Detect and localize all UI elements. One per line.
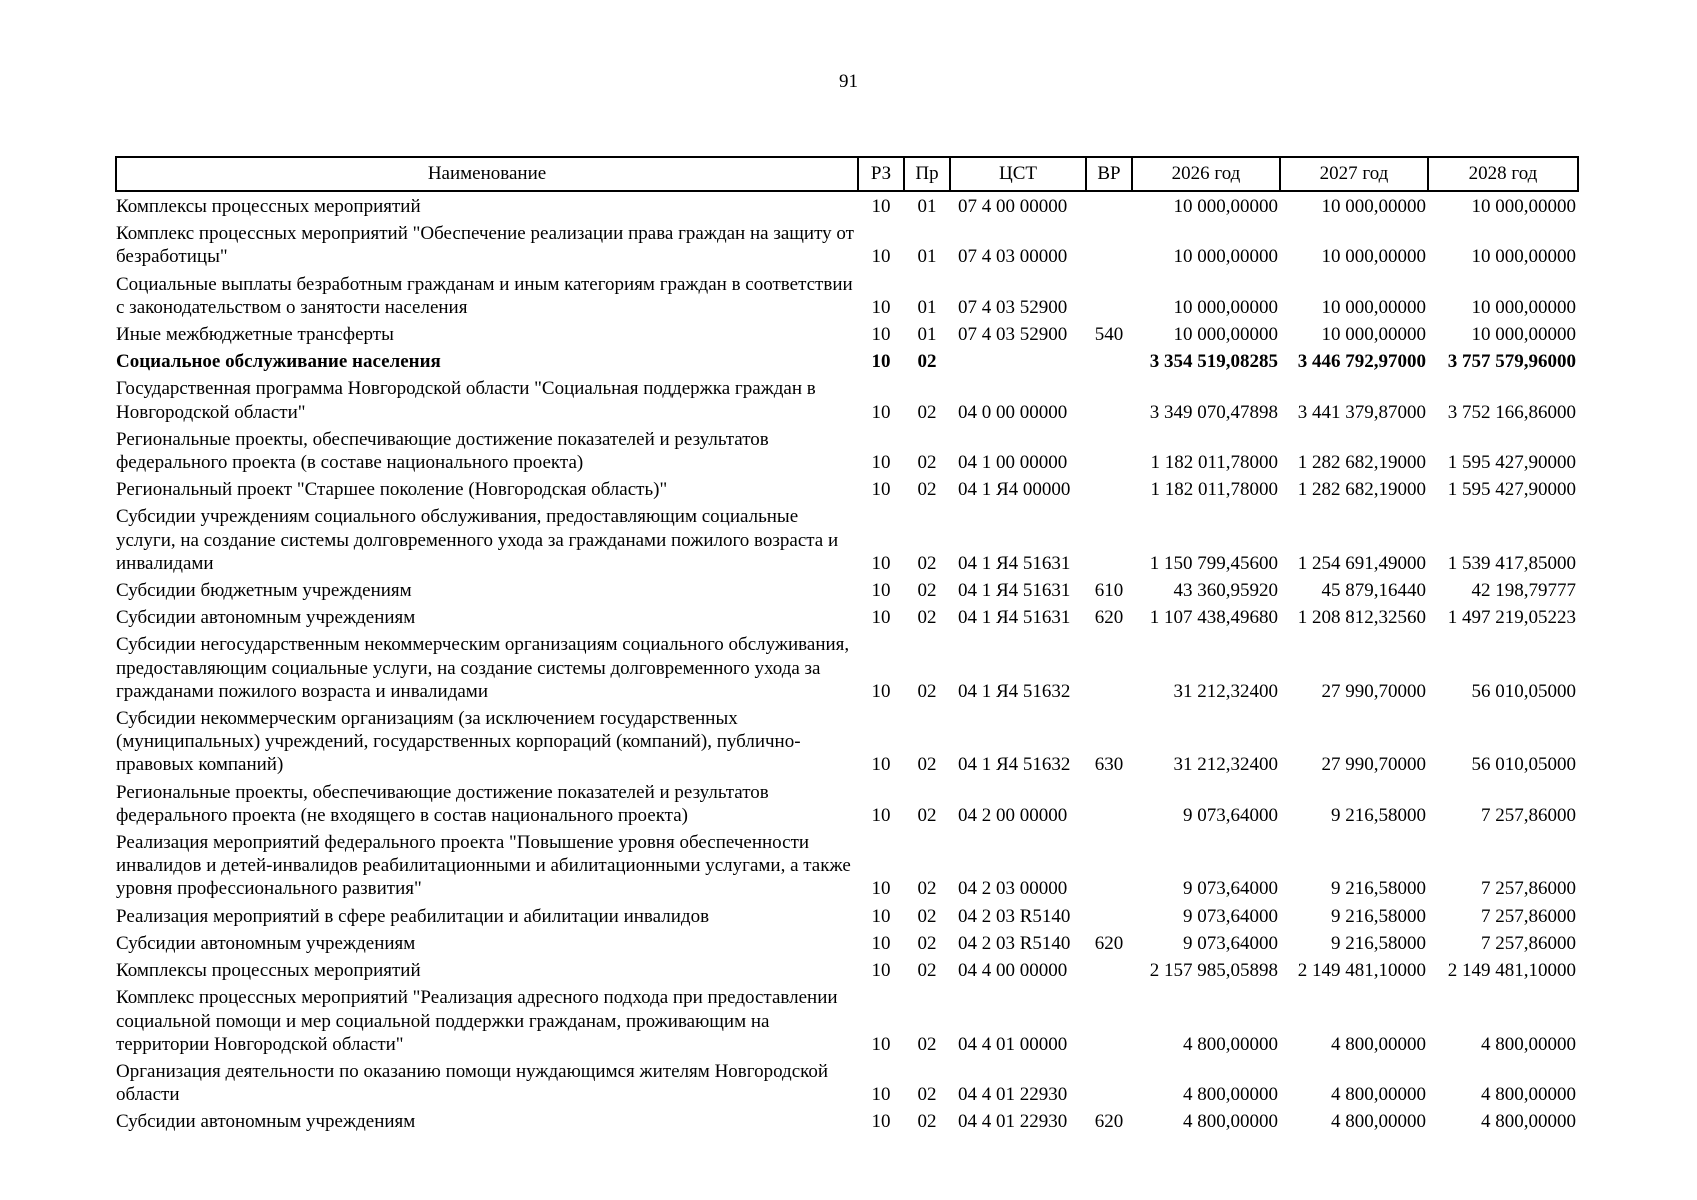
cell-pr: 02 — [917, 878, 937, 900]
cell-vr — [1086, 959, 1132, 986]
table-row — [116, 606, 1578, 633]
table-row — [116, 428, 1578, 478]
header-rz: РЗ — [858, 157, 904, 191]
cell-vr — [1086, 781, 1132, 831]
cell-name: Иные межбюджетные трансферты — [116, 324, 394, 346]
table-row — [116, 222, 1578, 272]
cell-2026: 4 800,00000 — [1183, 1033, 1278, 1055]
cell-2028: 1 539 417,85000 — [1447, 552, 1576, 574]
cell-vr: 540 — [1094, 324, 1124, 346]
cell-pr: 02 — [917, 1111, 937, 1133]
cell-cst: 04 1 Я4 51631 — [958, 552, 1071, 574]
cell-pr: 02 — [917, 754, 937, 776]
cell-2028: 56 010,05000 — [1471, 680, 1576, 702]
table-row — [116, 905, 1578, 932]
cell-pr: 02 — [917, 932, 937, 954]
table-row — [116, 350, 1578, 377]
table-row — [116, 959, 1578, 986]
cell-cst: 04 1 Я4 51632 — [958, 680, 1071, 702]
cell-pr: 01 — [917, 246, 937, 268]
cell-name: Региональный проект "Старшее поколение (Новгородская область)" — [116, 479, 668, 501]
cell-cst: 04 4 00 00000 — [958, 960, 1068, 982]
cell-name: Комплексы процессных мероприятий — [116, 960, 421, 982]
cell-vr: 620 — [1094, 607, 1124, 629]
cell-pr: 02 — [917, 552, 937, 574]
cell-rz: 10 — [871, 351, 891, 373]
cell-2026: 10 000,00000 — [1173, 246, 1278, 268]
cell-2028: 4 800,00000 — [1481, 1084, 1576, 1106]
table-body — [116, 191, 1578, 1138]
cell-rz: 10 — [871, 324, 891, 346]
cell-vr — [1086, 222, 1132, 272]
cell-vr — [1086, 505, 1132, 579]
cell-2028: 7 257,86000 — [1481, 804, 1576, 826]
cell-name: Региональные проекты, обеспечивающие достижение показателей и результатов федерального проекта (не входящего в состав национального проекта) — [116, 781, 769, 826]
table-row — [116, 579, 1578, 606]
cell-vr — [1086, 350, 1132, 377]
cell-2026: 2 157 985,05898 — [1149, 960, 1278, 982]
cell-2027: 9 216,58000 — [1331, 932, 1426, 954]
cell-name: Организация деятельности по оказанию помощи нуждающимся жителям Новгородской области — [116, 1060, 829, 1106]
cell-2028: 3 757 579,96000 — [1447, 351, 1576, 373]
cell-cst — [950, 350, 1086, 377]
cell-vr: 610 — [1094, 580, 1124, 602]
cell-name: Региональные проекты, обеспечивающие достижение показателей и результатов федерального проекта (в составе национального проекта) — [116, 428, 769, 474]
header-pr: Пр — [904, 157, 950, 191]
cell-2026: 4 800,00000 — [1183, 1111, 1278, 1133]
cell-vr: 630 — [1094, 754, 1124, 776]
cell-2028: 42 198,79777 — [1471, 580, 1576, 602]
cell-cst: 04 1 Я4 51631 — [958, 580, 1071, 602]
cell-2027: 4 800,00000 — [1331, 1033, 1426, 1055]
cell-2027: 27 990,70000 — [1321, 754, 1426, 776]
cell-2026: 10 000,00000 — [1173, 296, 1278, 318]
table-row — [116, 323, 1578, 350]
cell-2027: 1 282 682,19000 — [1297, 452, 1426, 474]
cell-2026: 43 360,95920 — [1173, 580, 1278, 602]
cell-cst: 04 2 03 00000 — [958, 878, 1068, 900]
cell-rz: 10 — [871, 580, 891, 602]
cell-2028: 10 000,00000 — [1471, 296, 1576, 318]
cell-vr — [1086, 377, 1132, 427]
cell-name: Субсидии автономным учреждениям — [116, 932, 416, 954]
cell-rz: 10 — [871, 1033, 891, 1055]
cell-name: Субсидии негосударственным некоммерческим организациям социального обслуживания, предоставляющим социальные услуги, на создание системы долговременного ухода за гражданами пожилого возраста и инвалидами — [116, 634, 850, 702]
budget-table — [115, 156, 1579, 1138]
cell-pr: 01 — [917, 196, 937, 217]
cell-cst: 04 4 01 22930 — [958, 1111, 1068, 1133]
cell-2027: 10 000,00000 — [1321, 324, 1426, 346]
cell-2026: 3 349 070,47898 — [1149, 401, 1278, 423]
cell-rz: 10 — [871, 296, 891, 318]
cell-2028: 10 000,00000 — [1471, 196, 1576, 217]
cell-cst: 04 1 Я4 51631 — [958, 607, 1071, 629]
header-2027: 2027 год — [1280, 157, 1428, 191]
cell-2027: 9 216,58000 — [1331, 878, 1426, 900]
cell-name: Реализация мероприятий федерального проекта "Повышение уровня обеспеченности инвалидов и детей-инвалидов реабилитационными и абилитационными услугами, а также уровня профессионального развития" — [116, 832, 851, 900]
cell-2028: 4 800,00000 — [1481, 1111, 1576, 1133]
cell-cst: 04 1 Я4 00000 — [958, 479, 1071, 501]
header-name: Наименование — [116, 157, 858, 191]
cell-vr — [1086, 191, 1132, 222]
cell-vr — [1086, 633, 1132, 707]
cell-cst: 04 0 00 00000 — [958, 401, 1068, 423]
cell-rz: 10 — [871, 804, 891, 826]
table-row — [116, 932, 1578, 959]
cell-2026: 1 107 438,49680 — [1149, 607, 1278, 629]
cell-rz: 10 — [871, 905, 891, 927]
cell-rz: 10 — [871, 932, 891, 954]
cell-name: Субсидии учреждениям социального обслуживания, предоставляющим социальные услуги, на создание системы долговременного ухода за гражданами пожилого возраста и инвалидами — [116, 506, 839, 574]
cell-2026: 10 000,00000 — [1173, 324, 1278, 346]
cell-vr: 620 — [1094, 1111, 1124, 1133]
cell-cst: 07 4 03 00000 — [958, 246, 1068, 268]
table-row — [116, 986, 1578, 1060]
cell-2027: 3 446 792,97000 — [1297, 351, 1426, 373]
cell-pr: 02 — [917, 351, 937, 373]
cell-2026: 9 073,64000 — [1183, 905, 1278, 927]
cell-vr — [1086, 428, 1132, 478]
cell-rz: 10 — [871, 754, 891, 776]
cell-2027: 1 282 682,19000 — [1297, 479, 1426, 501]
cell-2028: 7 257,86000 — [1481, 905, 1576, 927]
cell-2026: 10 000,00000 — [1173, 196, 1278, 217]
cell-name: Государственная программа Новгородской области "Социальная поддержка граждан в Новгородской области" — [116, 378, 816, 423]
cell-rz: 10 — [871, 878, 891, 900]
header-vr: ВР — [1086, 157, 1132, 191]
cell-rz: 10 — [871, 479, 891, 501]
header-row — [116, 157, 1578, 191]
cell-name: Комплекс процессных мероприятий "Обеспечение реализации права граждан на защиту от безработицы" — [116, 223, 854, 268]
cell-cst: 07 4 00 00000 — [958, 196, 1068, 217]
cell-2028: 2 149 481,10000 — [1447, 960, 1576, 982]
cell-pr: 02 — [917, 804, 937, 826]
cell-2028: 10 000,00000 — [1471, 246, 1576, 268]
cell-pr: 02 — [917, 905, 937, 927]
cell-cst: 04 2 03 R5140 — [958, 932, 1071, 954]
cell-vr — [1086, 905, 1132, 932]
cell-2026: 31 212,32400 — [1173, 680, 1278, 702]
cell-vr — [1086, 986, 1132, 1060]
cell-2026: 31 212,32400 — [1173, 754, 1278, 776]
table-row — [116, 505, 1578, 579]
cell-name: Реализация мероприятий в сфере реабилитации и абилитации инвалидов — [116, 905, 710, 927]
cell-2027: 4 800,00000 — [1331, 1111, 1426, 1133]
cell-vr: 620 — [1094, 932, 1124, 954]
cell-2027: 9 216,58000 — [1331, 804, 1426, 826]
cell-pr: 02 — [917, 1084, 937, 1106]
table-row — [116, 831, 1578, 905]
cell-2027: 10 000,00000 — [1321, 246, 1426, 268]
table-header — [116, 157, 1578, 191]
cell-vr — [1086, 273, 1132, 323]
cell-2028: 1 595 427,90000 — [1447, 479, 1576, 501]
cell-rz: 10 — [871, 452, 891, 474]
table-row — [116, 478, 1578, 505]
cell-rz: 10 — [871, 1084, 891, 1106]
table-row — [116, 273, 1578, 323]
cell-2028: 10 000,00000 — [1471, 324, 1576, 346]
cell-2027: 10 000,00000 — [1321, 196, 1426, 217]
cell-pr: 02 — [917, 607, 937, 629]
cell-rz: 10 — [871, 960, 891, 982]
cell-2028: 4 800,00000 — [1481, 1033, 1576, 1055]
cell-cst: 04 2 03 R5140 — [958, 905, 1071, 927]
cell-2028: 7 257,86000 — [1481, 932, 1576, 954]
cell-pr: 02 — [917, 452, 937, 474]
cell-2028: 3 752 166,86000 — [1447, 401, 1576, 423]
cell-name: Субсидии бюджетным учреждениям — [116, 580, 412, 602]
cell-2026: 9 073,64000 — [1183, 932, 1278, 954]
cell-2027: 2 149 481,10000 — [1297, 960, 1426, 982]
cell-pr: 02 — [917, 680, 937, 702]
cell-rz: 10 — [871, 196, 891, 217]
cell-pr: 02 — [917, 401, 937, 423]
cell-pr: 02 — [917, 479, 937, 501]
cell-rz: 10 — [871, 246, 891, 268]
cell-2027: 45 879,16440 — [1321, 580, 1426, 602]
table-row — [116, 707, 1578, 781]
cell-name: Субсидии некоммерческим организациям (за исключением государственных (муниципальных) учреждений, государственных корпораций (компаний), публично-правовых компаний) — [116, 708, 801, 776]
cell-rz: 10 — [871, 680, 891, 702]
cell-2026: 1 150 799,45600 — [1149, 552, 1278, 574]
cell-2027: 1 208 812,32560 — [1297, 607, 1426, 629]
cell-cst: 07 4 03 52900 — [958, 324, 1068, 346]
cell-2026: 1 182 011,78000 — [1150, 479, 1278, 501]
cell-2027: 9 216,58000 — [1331, 905, 1426, 927]
cell-cst: 04 1 Я4 51632 — [958, 754, 1071, 776]
cell-pr: 01 — [917, 324, 937, 346]
cell-vr — [1086, 478, 1132, 505]
cell-name: Субсидии автономным учреждениям — [116, 1111, 416, 1133]
cell-name: Комплекс процессных мероприятий "Реализация адресного подхода при предоставлении социальной помощи и мер социальной поддержки гражданам, проживающим на территории Новгородской области" — [116, 987, 838, 1055]
header-2028: 2028 год — [1428, 157, 1578, 191]
header-cst: ЦСТ — [950, 157, 1086, 191]
table-row — [116, 1060, 1578, 1110]
cell-cst: 04 2 00 00000 — [958, 804, 1068, 826]
cell-cst: 04 4 01 00000 — [958, 1033, 1068, 1055]
cell-rz: 10 — [871, 607, 891, 629]
cell-cst: 04 1 00 00000 — [958, 452, 1068, 474]
cell-vr — [1086, 831, 1132, 905]
cell-cst: 04 4 01 22930 — [958, 1084, 1068, 1106]
cell-2027: 4 800,00000 — [1331, 1084, 1426, 1106]
cell-pr: 02 — [917, 1033, 937, 1055]
cell-pr: 01 — [917, 296, 937, 318]
cell-name: Социальные выплаты безработным гражданам и иным категориям граждан в соответствии с законодательством о занятости населения — [116, 273, 853, 318]
cell-pr: 02 — [917, 960, 937, 982]
cell-2026: 3 354 519,08285 — [1149, 351, 1278, 373]
cell-2027: 1 254 691,49000 — [1297, 552, 1426, 574]
cell-rz: 10 — [871, 1111, 891, 1133]
cell-name: Субсидии автономным учреждениям — [116, 607, 416, 629]
cell-2027: 27 990,70000 — [1321, 680, 1426, 702]
header-2026: 2026 год — [1132, 157, 1280, 191]
cell-2027: 10 000,00000 — [1321, 296, 1426, 318]
cell-vr — [1086, 1060, 1132, 1110]
cell-2028: 56 010,05000 — [1471, 754, 1576, 776]
cell-cst: 07 4 03 52900 — [958, 296, 1068, 318]
table-row — [116, 191, 1578, 222]
page-number: 91 — [839, 71, 858, 92]
cell-2027: 3 441 379,87000 — [1297, 401, 1426, 423]
cell-2026: 4 800,00000 — [1183, 1084, 1278, 1106]
cell-name: Социальное обслуживание населения — [116, 351, 441, 373]
cell-2028: 1 497 219,05223 — [1447, 607, 1576, 629]
cell-pr: 02 — [917, 580, 937, 602]
cell-rz: 10 — [871, 401, 891, 423]
table-row — [116, 377, 1578, 427]
cell-2026: 9 073,64000 — [1183, 804, 1278, 826]
cell-name: Комплексы процессных мероприятий — [116, 196, 421, 217]
cell-2028: 7 257,86000 — [1481, 878, 1576, 900]
table-row — [116, 633, 1578, 707]
cell-2026: 1 182 011,78000 — [1150, 452, 1278, 474]
table-row — [116, 1110, 1578, 1137]
table-row — [116, 781, 1578, 831]
cell-rz: 10 — [871, 552, 891, 574]
cell-2026: 9 073,64000 — [1183, 878, 1278, 900]
cell-2028: 1 595 427,90000 — [1447, 452, 1576, 474]
